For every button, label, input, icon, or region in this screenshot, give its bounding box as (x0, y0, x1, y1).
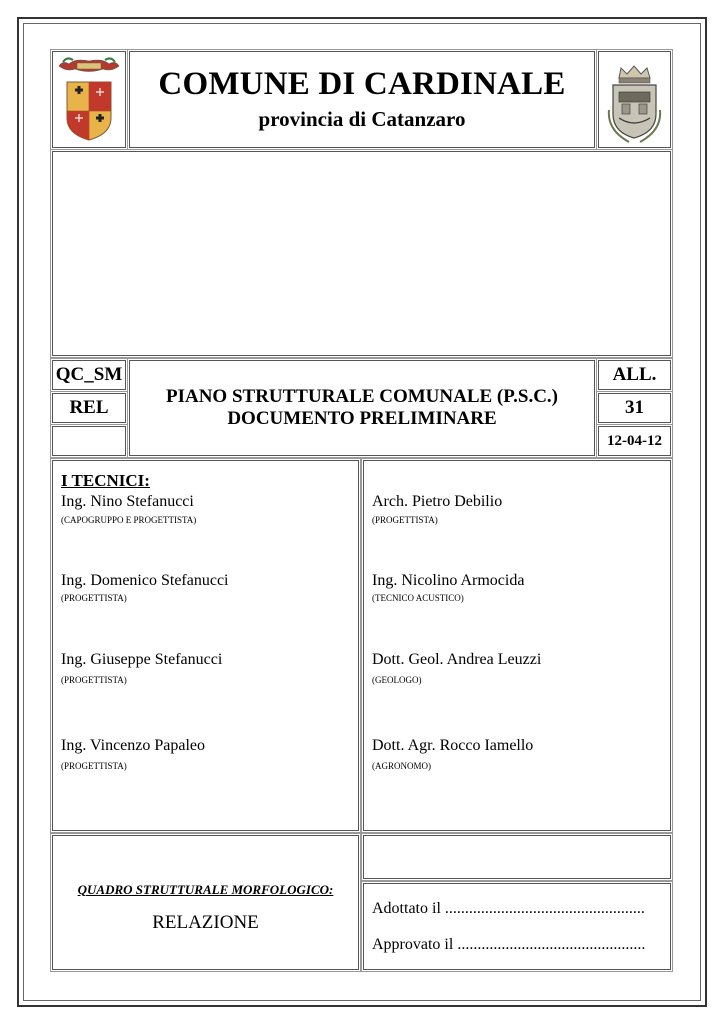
tecnico-role: (CAPOGRUPPO E PROGETTISTA) (61, 515, 197, 525)
tecnico-name: Ing. Domenico Stefanucci (61, 572, 229, 589)
tecnico-name: Ing. Nicolino Armocida (372, 572, 525, 589)
code-rel-box (52, 393, 126, 423)
cardinale-coat-of-arms-icon (53, 52, 125, 147)
page-subtitle: provincia di Catanzaro (258, 106, 466, 131)
date-box (598, 426, 671, 456)
adottato-line: Adottato il .................................................. (372, 900, 645, 917)
tecnico-name: Arch. Pietro Debilio (372, 493, 503, 510)
quadro-title: QUADRO STRUTTURALE MORFOLOGICO: (77, 881, 334, 897)
document-date: 12-04-12 (607, 432, 662, 449)
image-placeholder-box (52, 151, 671, 356)
code-qc-sm: QC_SM (55, 364, 123, 385)
tecnico-role: (PROGETTISTA) (372, 515, 438, 525)
approval-box (363, 883, 671, 970)
tecnici-left-box (52, 460, 359, 831)
quadro-box (52, 835, 359, 970)
footer-right-empty-box (363, 835, 671, 879)
tecnici-heading: I TECNICI: (61, 471, 150, 490)
tecnico-name: Ing. Nino Stefanucci (61, 493, 194, 510)
document-title-line2: DOCUMENTO PRELIMINARE (227, 408, 497, 429)
all-label: ALL. (612, 364, 657, 385)
tecnico-role: (GEOLOGO) (372, 675, 422, 685)
tecnico-name: Ing. Vincenzo Papaleo (61, 737, 206, 754)
tecnico-role: (PROGETTISTA) (61, 593, 127, 603)
tecnico-role: (PROGETTISTA) (61, 675, 127, 685)
tecnico-name: Ing. Giuseppe Stefanucci (61, 651, 223, 668)
all-number: 31 (625, 397, 644, 418)
left-coat-of-arms-box (52, 51, 126, 148)
tecnico-name: Dott. Geol. Andrea Leuzzi (372, 651, 542, 668)
page-title: COMUNE DI CARDINALE (158, 65, 566, 102)
document-title-line1: PIANO STRUTTURALE COMUNALE (P.S.C.) (165, 386, 558, 407)
document-title-box (129, 360, 595, 456)
header-title-box (129, 51, 595, 148)
all-number-box (598, 393, 671, 423)
tecnico-role: (PROGETTISTA) (61, 761, 127, 771)
tecnico-role: (TECNICO ACUSTICO) (372, 593, 464, 603)
right-coat-of-arms-box (598, 51, 671, 148)
relazione-label: RELAZIONE (152, 911, 259, 933)
code-rel: REL (69, 397, 109, 418)
tecnico-role: (AGRONOMO) (372, 761, 431, 771)
all-label-box (598, 360, 671, 390)
tecnici-right-box (363, 460, 671, 831)
municipal-emblem-icon (599, 52, 670, 147)
approvato-line: Approvato il ............................................... (372, 936, 646, 953)
tecnico-name: Dott. Agr. Rocco Iamello (372, 737, 534, 754)
code-qc-sm-box (52, 360, 126, 390)
code-empty-box (52, 426, 126, 456)
